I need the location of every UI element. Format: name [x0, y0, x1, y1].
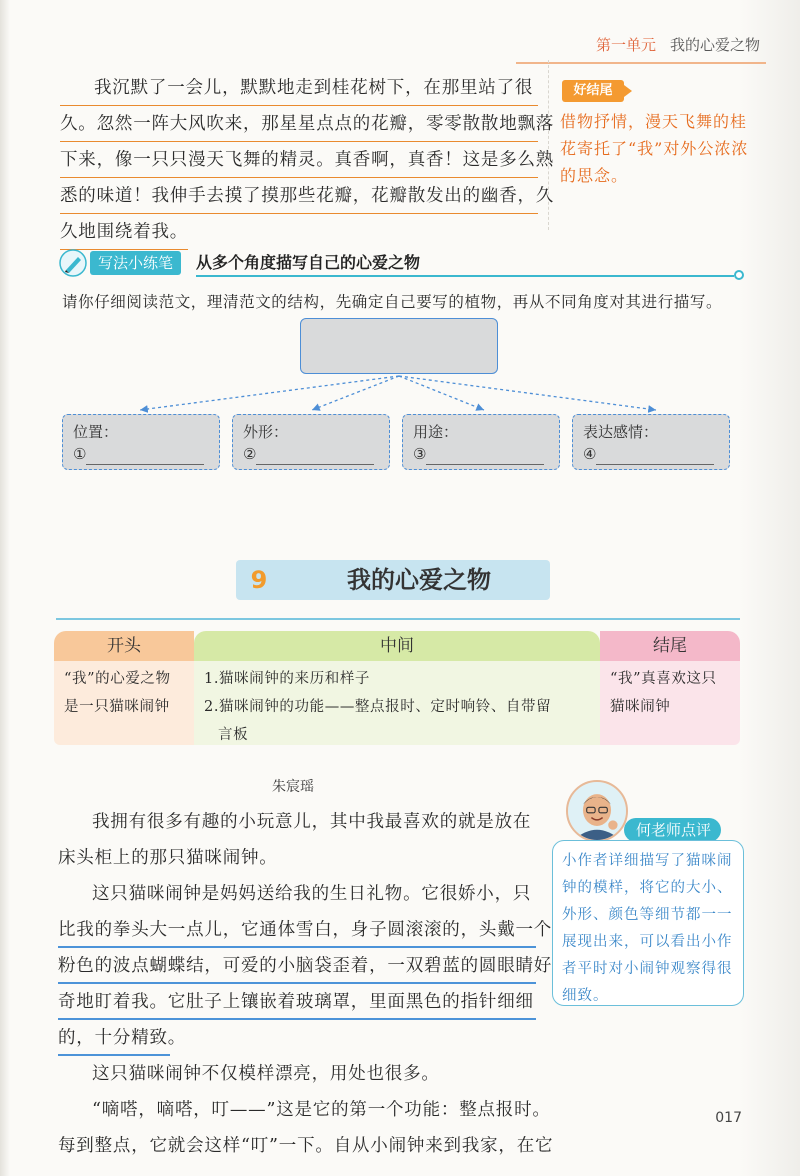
practice-title: 从多个角度描写自己的心爱之物: [196, 253, 421, 272]
lesson-title: 我的心爱之物: [347, 565, 491, 594]
author-name: 朱宸瑶: [272, 779, 314, 795]
box-marker: ③: [413, 445, 427, 463]
usage-blank-box[interactable]: [402, 414, 560, 470]
essay-line: 这只猫咪闹钟是妈妈送给我的生日礼物。它很娇小，只: [92, 884, 532, 904]
passage-line: 悉的味道！我伸手去摸了摸那些花瓣，花瓣散发出的幽香，久: [60, 178, 538, 214]
teacher-comment-text: 小作者详细描写了猫咪闹钟的模样，将它的大小、外形、颜色等细节都一一展现出来，可以看出小作者平时对小闹钟观察得很细致。: [562, 853, 733, 1004]
essay-line: 每到整点，它就会这样“叮”一下。自从小闹钟来到我家，在它: [58, 1136, 554, 1156]
beginning-column-body: [54, 661, 194, 745]
answer-line[interactable]: [86, 447, 204, 465]
column-text: “我”真喜欢这只: [610, 671, 717, 687]
column-text: 2.猫咪闹钟的功能——整点报时、定时响铃、自带留: [204, 699, 552, 715]
unit-title: 我的心爱之物: [669, 36, 760, 54]
essay-line: 这只猫咪闹钟不仅模样漂亮，用处也很多。: [92, 1064, 440, 1084]
feeling-blank-box[interactable]: [572, 414, 730, 470]
shape-blank-box[interactable]: [232, 414, 390, 470]
essay-line: 比我的拳头大一点儿，它通体雪白，身子圆滚滚的，头戴一个: [58, 912, 536, 948]
answer-line[interactable]: [426, 447, 544, 465]
practice-instruction: 请你仔细阅读范文，理清范文的结构，先确定自己要写的植物，再从不同角度对其进行描写。: [62, 293, 723, 311]
good-ending-note: 借物抒情，漫天飞舞的桂花寄托了“我”对外公浓浓的思念。: [560, 112, 749, 185]
essay-body: [58, 804, 554, 1164]
good-ending-tag: 好结尾: [562, 80, 624, 102]
teacher-comment-tag: 何老师点评: [624, 818, 721, 842]
unit-label: 第一单元: [595, 36, 656, 54]
box-marker: ④: [583, 445, 597, 463]
essay-line: 的，十分精致。: [58, 1020, 170, 1056]
essay-line: 粉色的波点蝴蝶结，可爱的小脑袋歪着，一双碧蓝的圆眼睛好: [58, 948, 536, 984]
answer-line[interactable]: [596, 447, 714, 465]
ending-column-head: 结尾: [600, 631, 740, 661]
essay-line: “嘀嗒，嘀嗒，叮——”这是它的第一个功能：整点报时。: [92, 1100, 551, 1120]
practice-label: 写法小练笔: [90, 251, 181, 275]
passage-line: 我沉默了一会儿，默默地走到桂花树下，在那里站了很: [60, 70, 538, 106]
page-number: 017: [715, 1110, 742, 1126]
essay-line: 奇地盯着我。它肚子上镶嵌着玻璃罩，里面黑色的指针细细: [58, 984, 536, 1020]
ending-column-body: [600, 661, 740, 745]
box-marker: ①: [73, 445, 87, 463]
teacher-avatar: [566, 780, 628, 842]
essay-line: 床头柜上的那只猫咪闹钟。: [58, 848, 278, 868]
box-marker: ②: [243, 445, 257, 463]
passage-line: 久。忽然一阵大风吹来，那星星点点的花瓣，零零散散地飘落: [60, 106, 538, 142]
column-text: 1.猫咪闹钟的来历和样子: [204, 671, 371, 687]
lesson-rule: [56, 618, 740, 620]
box-label: 用途：: [413, 423, 459, 441]
position-blank-box[interactable]: [62, 414, 220, 470]
lesson-number: 9: [250, 566, 268, 594]
column-text: 猫咪闹钟: [610, 699, 671, 715]
column-text: 言板: [218, 727, 249, 743]
column-text: 是一只猫咪闹钟: [64, 699, 170, 715]
passage-line: 久地围绕着我。: [60, 214, 188, 250]
box-label: 外形：: [243, 423, 289, 441]
beginning-column-head: 开头: [54, 631, 194, 661]
box-label: 位置：: [73, 423, 119, 441]
column-text: “我”的心爱之物: [64, 671, 171, 687]
box-label: 表达感情：: [583, 423, 659, 441]
middle-column-body: [194, 661, 600, 745]
answer-line[interactable]: [256, 447, 374, 465]
passage-line: 下来，像一只只漫天飞舞的精灵。真香啊，真香！这是多么熟: [60, 142, 538, 178]
middle-column-head: 中间: [194, 631, 600, 661]
essay-line: 我拥有很多有趣的小玩意儿，其中我最喜欢的就是放在: [92, 812, 532, 832]
